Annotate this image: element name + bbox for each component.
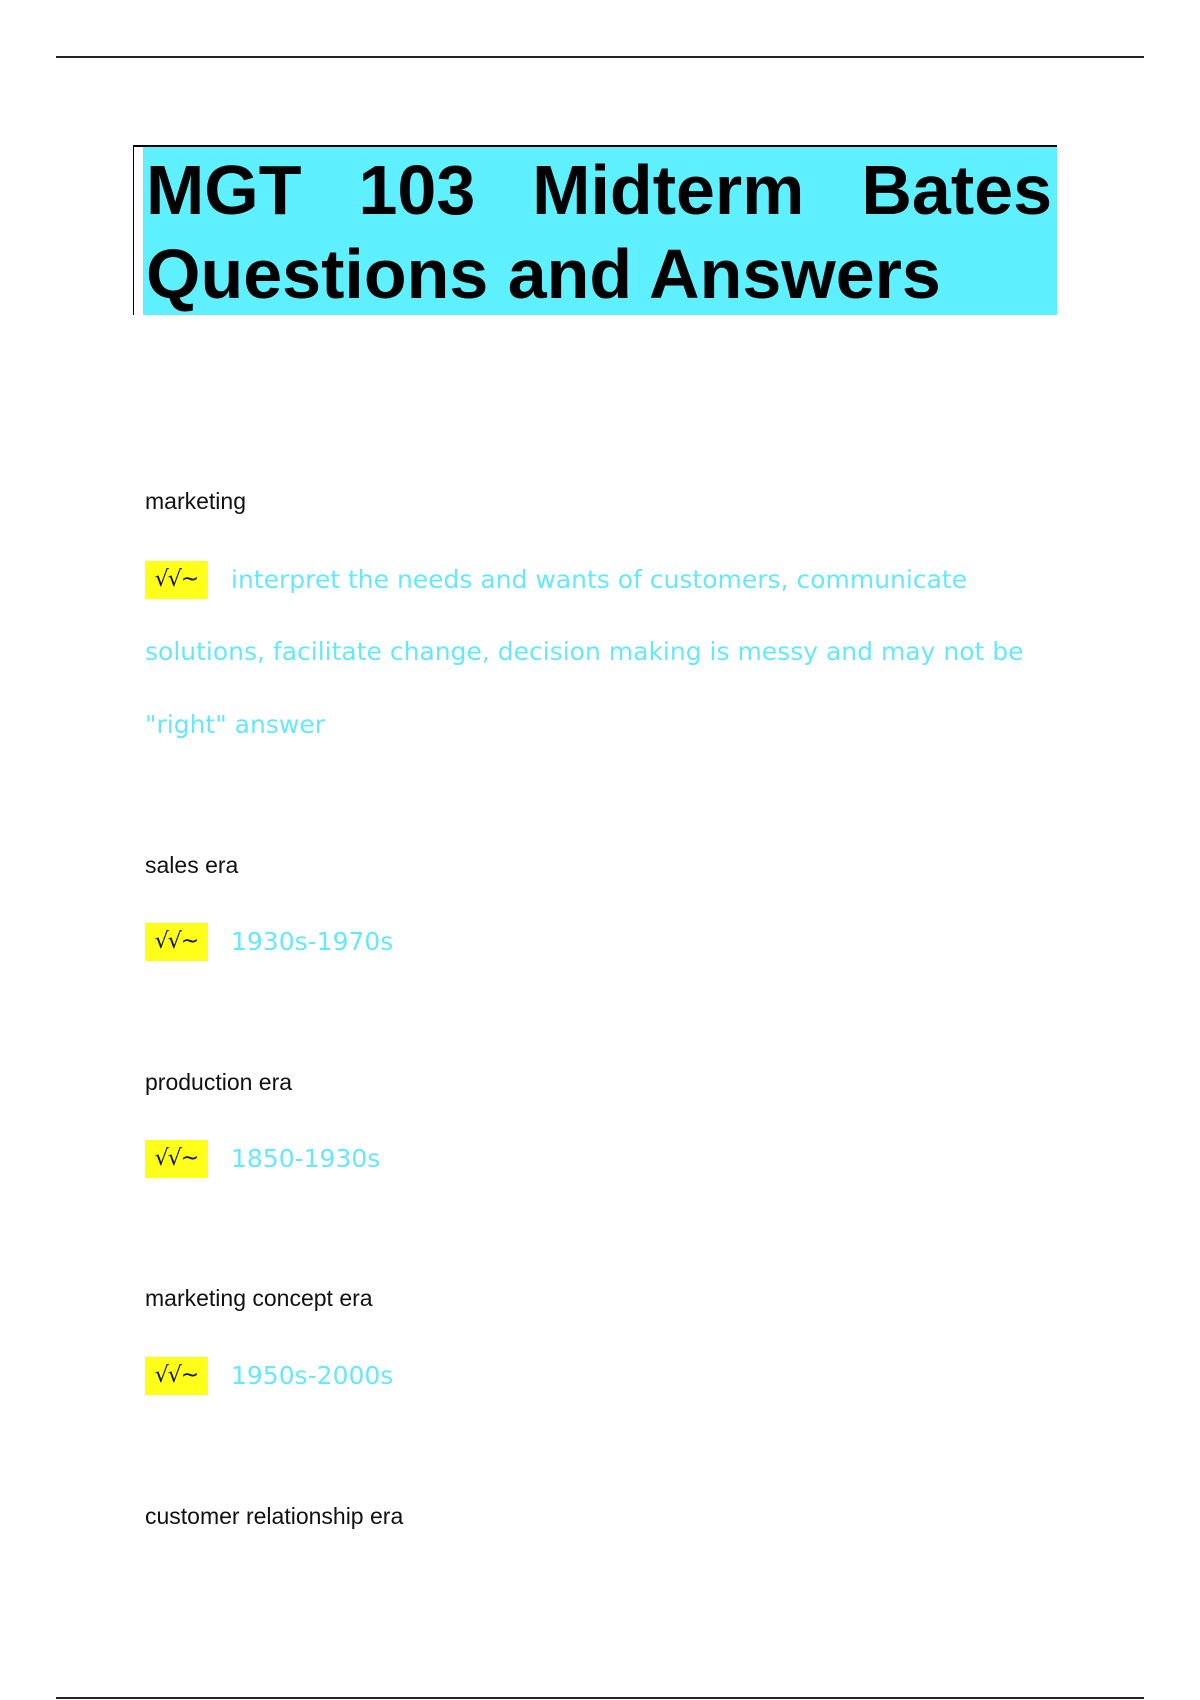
answer-marker [145, 1357, 208, 1395]
question-marketing-concept-era: marketing concept era [145, 1285, 373, 1311]
answer-line: 1850-1930s [231, 1144, 381, 1173]
answer-line: solutions, facilitate change, decision making is messy and may not be [145, 637, 1024, 666]
title-word: 103 [358, 151, 476, 229]
question-production-era: production era [145, 1069, 293, 1095]
check-mark-icon: √√~ [145, 561, 208, 599]
header-rule [56, 56, 1144, 58]
title-left-border [133, 145, 134, 315]
answer-marker [145, 1140, 208, 1178]
answer-marker [145, 923, 208, 961]
check-mark-icon: √√~ [145, 923, 208, 961]
check-mark-icon: √√~ [145, 1140, 208, 1178]
document-title-line-2: Questions and Answers [146, 235, 941, 313]
answer-line: 1950s-2000s [231, 1361, 394, 1390]
check-mark-icon: √√~ [145, 1357, 208, 1395]
question-marketing: marketing [145, 488, 246, 514]
answer-marker [145, 561, 208, 599]
document-title-line-1 [146, 150, 1052, 230]
answer-line: 1930s-1970s [231, 927, 394, 956]
answer-line: interpret the needs and wants of customers, communicate [231, 565, 968, 594]
title-word: MGT [146, 151, 302, 229]
answer-line: "right" answer [145, 710, 325, 739]
footer-rule [56, 1697, 1144, 1699]
question-sales-era: sales era [145, 852, 239, 878]
question-customer-relationship-era: customer relationship era [145, 1503, 404, 1529]
title-word: Bates [861, 151, 1052, 229]
title-word: Midterm [532, 151, 805, 229]
